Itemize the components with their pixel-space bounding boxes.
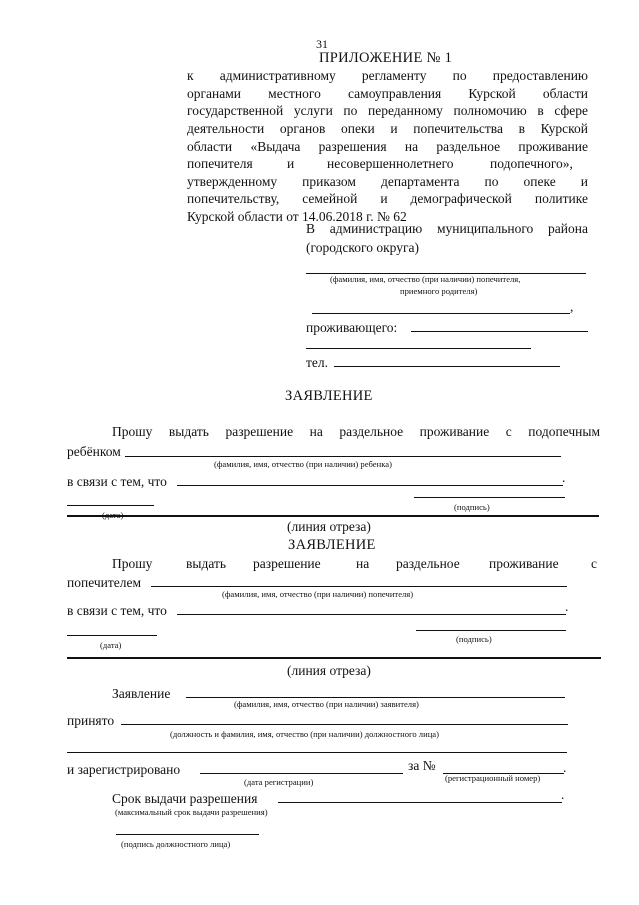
form2-guardian-label: попечителем [67,575,142,590]
appendix-line: попечительству, семейной и демографической политике [187,191,588,206]
appendix-line: государственной услуги по переданному полномочию в сфере [187,103,588,118]
phone-label: тел. [306,355,329,370]
residing-address-field-2[interactable] [306,348,531,349]
form2-word: проживание [489,556,559,571]
form1-date-hint: (дата) [102,510,124,520]
addressee-line: В администрацию муниципального района [306,221,588,236]
guardian-hint-2: приемного родителя) [400,286,478,296]
appendix-line: органами местного самоуправления Курской области [187,86,588,101]
form2-word: на [356,556,370,571]
official-name-field[interactable] [121,724,568,725]
receipt-accepted-label: принято [67,713,115,728]
registration-number-hint: (регистрационный номер) [445,773,541,783]
receipt-number-label: за № [408,758,436,773]
receipt-term-label: Срок выдачи разрешения [112,791,258,806]
form2-word: разрешение [253,556,321,571]
residing-address-field[interactable] [411,331,588,332]
form2-date-hint: (дата) [100,640,122,650]
applicant-name-field[interactable] [186,697,565,698]
form2-word: с [591,556,597,571]
addressee-line-2: (городского округа) [306,240,420,255]
form2-period: . [565,599,569,614]
form2-guardian-field[interactable] [151,586,567,587]
cut-line [67,515,599,517]
form2-signature-hint: (подпись) [456,634,492,644]
child-name-field[interactable] [125,456,561,457]
form2-reason-field[interactable] [177,614,566,615]
residing-label: проживающего: [306,320,398,335]
form1-signature-field[interactable] [414,497,565,498]
form1-date-field[interactable] [67,505,154,506]
form1-request: Прошу выдать разрешение на раздельное проживание с подопечным [112,424,600,439]
official-signature-field[interactable] [116,834,259,835]
appendix-line: области «Выдача разрешения на раздельное проживание [187,139,588,154]
receipt-period: . [563,760,567,775]
phone-field[interactable] [334,366,560,367]
term-field[interactable] [278,802,562,803]
applicant-hint: (фамилия, имя, отчество (при наличии) заявителя) [234,699,419,709]
form2-date-field[interactable] [67,635,157,636]
form2-word: Прошу [112,556,153,571]
guardian-name-field-2[interactable] [312,313,570,314]
appendix-line: деятельности органов опеки и попечительства в Курской [187,121,588,136]
guardian-hint: (фамилия, имя, отчество (при наличии) попечителя, [330,274,521,284]
appendix-line: утвержденному приказом департамента по опеке и [187,174,588,189]
registration-date-hint: (дата регистрации) [244,777,314,787]
cut-line-2 [67,657,601,659]
appendix-line: Курской области от 14.06.2018 г. № 62 [187,209,407,224]
receipt-application-label: Заявление [112,686,171,701]
form1-child-label: ребёнком [67,444,121,459]
receipt-term-period: . [561,787,565,802]
appendix-title: ПРИЛОЖЕНИЕ № 1 [319,50,453,66]
form2-guardian-hint: (фамилия, имя, отчество (при наличии) попечителя) [222,589,414,599]
form1-signature-hint: (подпись) [454,502,490,512]
form2-signature-field[interactable] [416,630,566,631]
term-hint: (максимальный срок выдачи разрешения) [115,807,268,817]
form1-heading: ЗАЯВЛЕНИЕ [285,388,373,404]
appendix-line: к административному регламенту по предоставлению [187,68,588,83]
receipt-registered-label: и зарегистрировано [67,762,181,777]
child-hint: (фамилия, имя, отчество (при наличии) ребенка) [214,459,392,469]
cut-line-label-2: (линия отреза) [287,663,371,678]
official-signature-hint: (подпись должностного лица) [121,839,231,849]
official-name-field-2[interactable] [67,752,567,753]
form2-word: выдать [186,556,227,571]
page-number: 31 [316,37,328,51]
form1-period: . [562,470,566,485]
cut-line-label: (линия отреза) [287,519,371,534]
form2-reason-label: в связи с тем, что [67,603,167,618]
comma: , [570,299,574,314]
official-hint: (должность и фамилия, имя, отчество (при наличии) должностного лица) [170,729,439,739]
form2-word: раздельное [396,556,460,571]
registration-date-field[interactable] [200,773,403,774]
form2-heading: ЗАЯВЛЕНИЕ [288,537,376,553]
form1-reason-field[interactable] [177,485,563,486]
form1-reason-label: в связи с тем, что [67,474,167,489]
